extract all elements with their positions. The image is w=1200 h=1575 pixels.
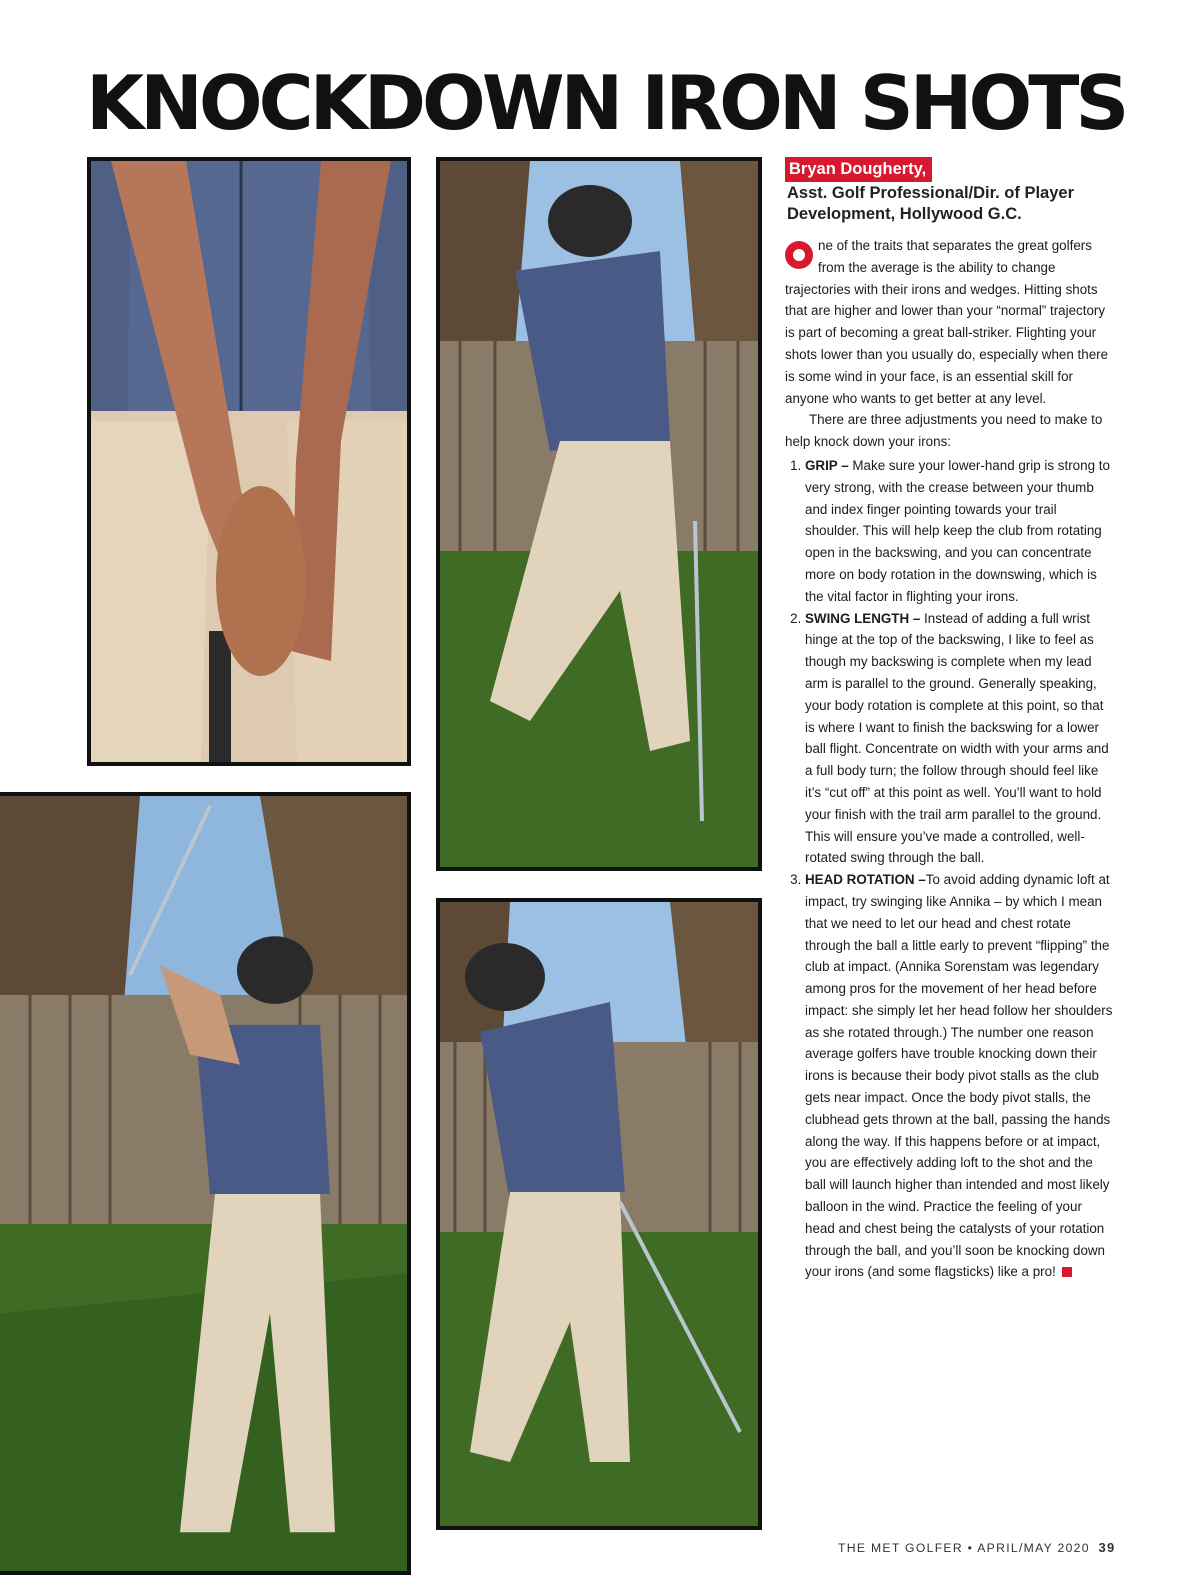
headline: KNOCKDOWN IRON SHOTS [86, 59, 1126, 147]
intro-text: ne of the traits that separates the great golfers from the average is the ability to change trajectories with their irons and wedges. Hitting shots that are higher and lower than your “normal” trajectory is part of becoming a great ball-striker. Flighting your shots lower than you usually do, especially when there is some wind in your face, is an essential skill for anyone who wants to get better at any level. [785, 238, 1109, 406]
page-footer [838, 1540, 1128, 1555]
tip-item [805, 455, 1113, 608]
tip-text: Make sure your lower-hand grip is strong to very strong, with the crease between your thumb and index finger pointing towards your trail shoulder. This will help keep the club from rotating open in the backswing, and you can concentrate more on body rotation in the downswing, which is the vital factor in flighting your irons. [805, 457, 1110, 604]
article-body [785, 235, 1113, 1283]
tip-text: Instead of adding a full wrist hinge at the top of the backswing, I like to feel as though my backswing is complete when my lead arm is parallel to the ground. Generally speaking, your body rotation is complete at this point, so that is where I want to finish the backswing for a lower ball flight. Concentrate on width with your arms and a full body turn; the follow through should feel like it’s “cut off” at this point as well. You’ll want to hold your finish with the trail arm parallel to the ground. This will ensure you’ve made a controlled, well-rotated swing through the ball. [805, 610, 1109, 866]
tip-text: To avoid adding dynamic loft at impact, try swinging like Annika – by which I mean that we need to let our head and chest rotate through the ball a little early to prevent “flipping” the club at impact. (Annika Sorenstam was legendary among pros for the movement of her head before impact: she simply let her head follow her shoulders as she rotated through.) The number one reason average golfers have trouble knocking down their irons is because their body pivot stalls as the club gets near impact. Once the body pivot stalls, the clubhead gets thrown at the ball, passing the hands along the way. If this happens before or at impact, you are effectively adding loft to the shot and the ball will launch higher than intended and most likely balloon in the wind. Practice the feeling of your head and chest being the catalysts of your rotation through the ball, and you’ll soon be knocking down your irons (and some flagsticks) like a pro! [805, 872, 1113, 1280]
tip-term: SWING LENGTH – [805, 610, 921, 626]
intro-paragraph [785, 235, 1113, 409]
publication-info: THE MET GOLFER • APRIL/MAY 2020 [838, 1541, 1090, 1555]
tip-item [805, 608, 1113, 870]
author-title: Asst. Golf Professional/Dir. of Player Development, Hollywood G.C. [787, 184, 1075, 223]
downswing-photo [436, 157, 762, 871]
tip-term: HEAD ROTATION – [805, 872, 926, 888]
tip-term: GRIP – [805, 457, 849, 473]
intro-paragraph-2: There are three adjustments you need to make to help knock down your irons: [785, 412, 1103, 450]
author-name: Bryan Dougherty, [785, 157, 932, 182]
dropcap-o [785, 241, 813, 269]
backswing-top-photo [0, 792, 411, 1575]
grip-photo [87, 157, 411, 766]
tips-list [785, 455, 1113, 1283]
end-mark-icon [1062, 1267, 1072, 1277]
page-number: 39 [1098, 1540, 1116, 1555]
tip-item [805, 869, 1113, 1283]
impact-photo [436, 898, 762, 1530]
